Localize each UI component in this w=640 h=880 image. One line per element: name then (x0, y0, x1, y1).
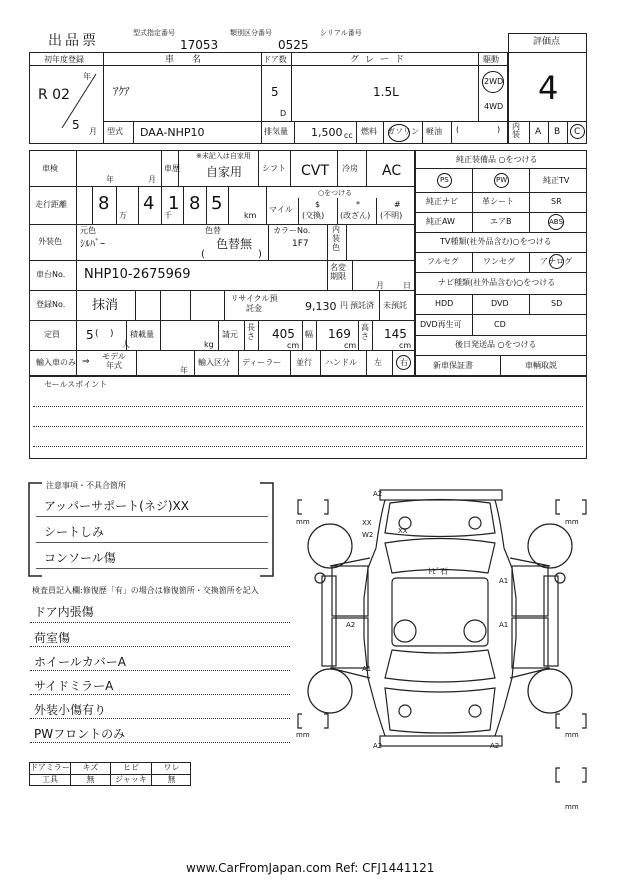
mark-rear-bumper-left: A2 (373, 742, 383, 750)
first-reg-month: 5 (72, 118, 80, 132)
form-title: 出品票 (48, 33, 99, 49)
mark-left-door: A2 (346, 621, 356, 629)
capacity: 5 (86, 328, 94, 342)
insp-3: ホイールカバーA (34, 655, 126, 669)
type-no-label: 型式指定番号 (133, 29, 175, 37)
handle-side: 右 (400, 358, 408, 367)
mileage-d5: 5 (211, 193, 223, 214)
footer-ref: www.CarFromJapan.com Ref: CFJ1441121 (186, 861, 435, 875)
registration-no: 抹消 (92, 298, 119, 313)
equip-title: 純正装備品 ○をつける (456, 155, 538, 164)
mark-left-rear: A1 (362, 665, 372, 673)
ac: AC (382, 163, 402, 179)
equip-pw: PW (496, 176, 508, 184)
sales-label: セールスポイント (44, 380, 108, 389)
mark-right-front: A1 (499, 577, 509, 585)
tv-type: アナログ (540, 257, 572, 266)
equip-ps: PS (440, 176, 449, 184)
original-color: ｼﾙﾊﾞｰ (80, 239, 105, 250)
drive-4wd: 4WD (484, 102, 504, 111)
doors: 5 (271, 85, 279, 99)
insp-2: 荷室傷 (34, 631, 71, 645)
mark-right-door: A1 (499, 621, 509, 629)
model: DAA-NHP10 (140, 126, 205, 139)
width: 169 (328, 327, 351, 341)
mark-hood: XX (398, 527, 408, 535)
note-1: アッパーサポート(ネジ)XX (44, 499, 189, 513)
insp-6: PWフロントのみ (34, 727, 126, 741)
mark-rear-bumper-right: A2 (490, 742, 500, 750)
type-no: 17053 (180, 38, 219, 52)
length: 405 (272, 327, 295, 341)
insp-4: サイドミラーA (34, 679, 114, 693)
serial-label: シリアル番号 (320, 29, 362, 37)
score: 4 (538, 69, 559, 107)
drive-2wd: 2WD (484, 77, 504, 86)
recycle-fee: 9,130 (305, 300, 337, 313)
notes-title: 注意事項・不具合箇所 (46, 481, 126, 490)
interior-grade: C (574, 127, 581, 137)
mark-front-bumper: A2 (373, 490, 383, 498)
first-reg-label: 初年度登録 (44, 55, 84, 64)
mileage-d1: 8 (98, 193, 110, 214)
insp-5: 外装小傷有り (34, 703, 107, 717)
color-code: 1F7 (292, 239, 309, 249)
repaint: 色替無 (216, 237, 253, 251)
car-name-label: 車名 (165, 55, 220, 65)
mileage-d4: 8 (189, 193, 201, 214)
mark-hood-left: XX (362, 519, 372, 527)
height: 145 (384, 327, 407, 341)
car-damage-diagram (290, 478, 590, 813)
class-no: 0525 (278, 38, 309, 52)
shift: CVT (301, 163, 329, 179)
class-no-label: 類別区分番号 (230, 29, 272, 37)
mark-roof: ﾄﾋﾞ石 (428, 567, 448, 576)
note-2: シートしみ (44, 525, 105, 539)
displacement: 1,500 (311, 126, 343, 139)
fuel: ガソリン (387, 127, 419, 136)
first-reg-era: R 02 (38, 87, 70, 103)
history: 自家用 (206, 165, 243, 179)
car-name: ｱｸｱ (113, 85, 130, 98)
insp-1: ドア内張傷 (34, 605, 94, 619)
note-3: コンソール傷 (44, 551, 116, 565)
chassis-no: NHP10-2675969 (84, 267, 191, 282)
mileage-d2: 4 (143, 193, 155, 214)
grade: 1.5L (373, 85, 399, 99)
equip-abs: ABS (549, 218, 563, 226)
mileage-d3: 1 (168, 193, 180, 214)
mark-windshield: W2 (362, 531, 374, 539)
inspector-title: 検査員記入欄:修復歴「有」の場合は修復箇所・交換箇所を記入 (32, 586, 259, 595)
